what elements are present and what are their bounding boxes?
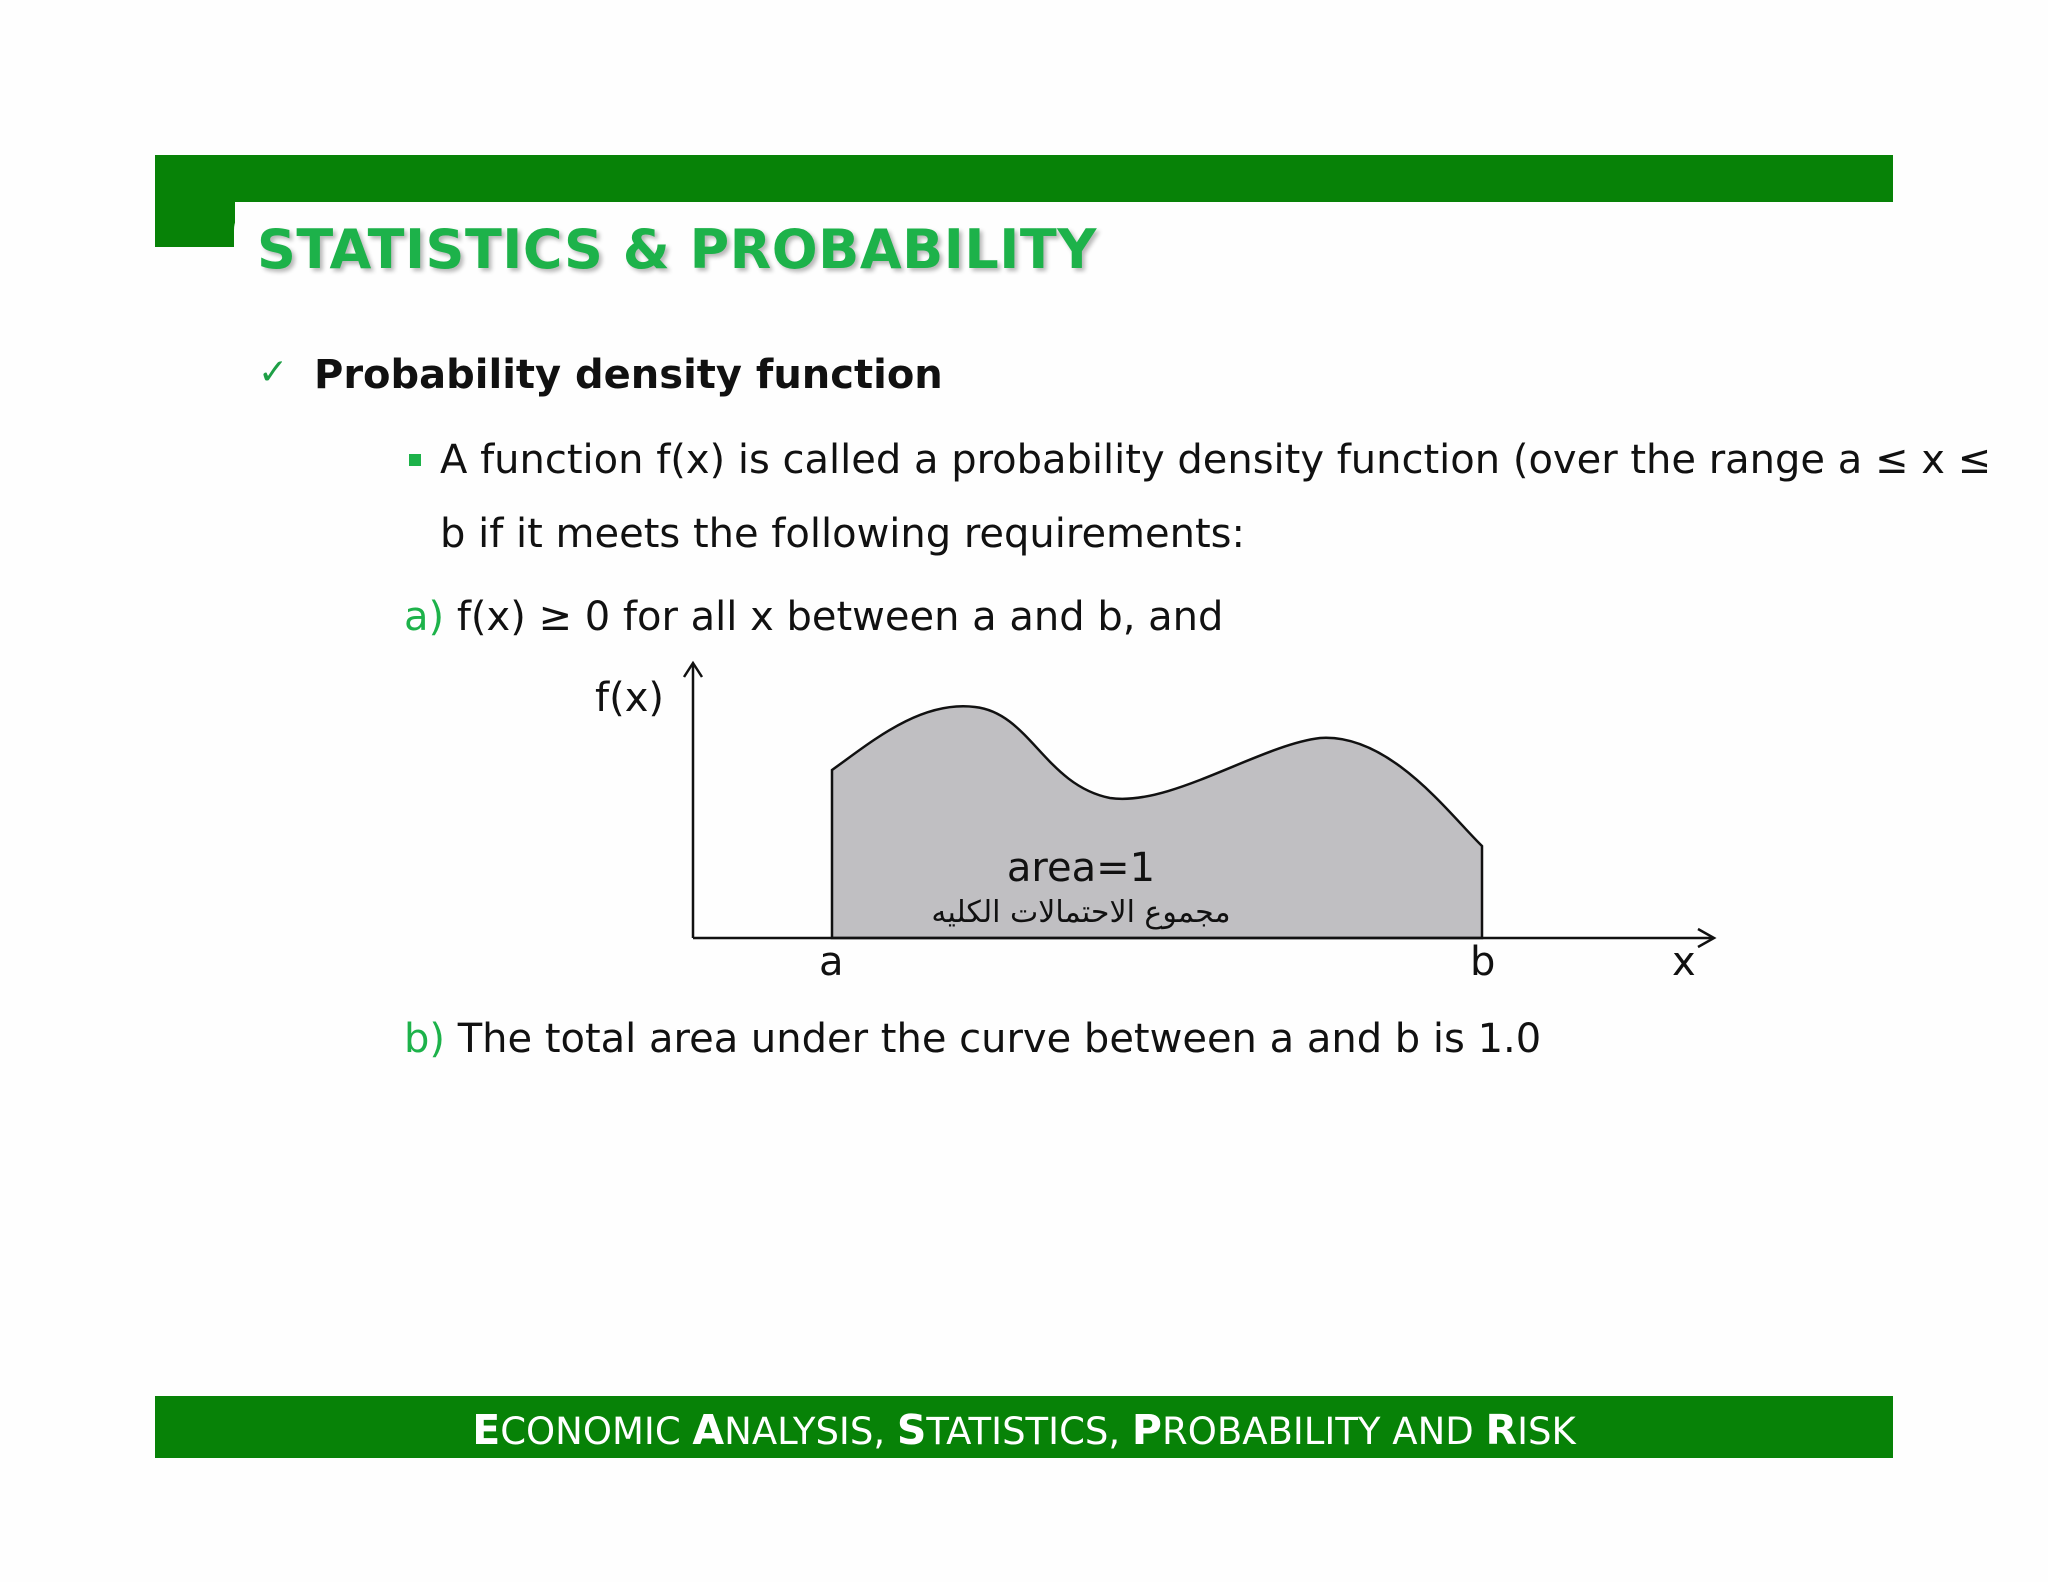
square-bullet-icon	[409, 454, 421, 466]
label-a: a	[819, 939, 844, 985]
requirement-a-marker: a)	[404, 594, 445, 640]
x-axis-label: x	[1672, 939, 1696, 985]
footer-rest: CONOMIC	[500, 1410, 693, 1453]
slide-title: STATISTICS & PROBABILITY	[257, 218, 1097, 281]
header-band	[155, 155, 1893, 202]
bullet-text-line-2: b if it meets the following requirements:	[440, 511, 1245, 557]
requirement-b-marker: b)	[404, 1016, 445, 1062]
footer-band	[155, 1396, 1893, 1458]
footer-rest: NALYSIS,	[724, 1410, 897, 1453]
footer-cap: A	[692, 1406, 725, 1454]
pdf-diagram	[580, 655, 1740, 995]
footer-title	[155, 1406, 1893, 1454]
bullet-text-line-1: A function f(x) is called a probability density function (over the range a ≤ x ≤	[440, 437, 1992, 483]
y-axis-label: f(x)	[595, 675, 664, 721]
footer-cap: S	[896, 1406, 927, 1454]
requirement-b	[404, 1016, 1541, 1062]
requirement-a	[404, 594, 1223, 640]
footer-rest: TATISTICS,	[926, 1410, 1132, 1453]
footer-cap: E	[472, 1406, 501, 1454]
section-heading: Probability density function	[314, 352, 943, 398]
requirement-b-text: The total area under the curve between a and b is 1.0	[457, 1016, 1542, 1062]
area-label-arabic: مجموع الاحتمالات الكليه	[931, 895, 1231, 930]
requirement-a-text: f(x) ≥ 0 for all x between a and b, and	[456, 594, 1224, 640]
footer-cap: R	[1485, 1406, 1518, 1454]
footer-rest: ROBABILITY AND	[1161, 1410, 1486, 1453]
checkmark-icon: ✓	[258, 352, 289, 393]
footer-cap: P	[1131, 1406, 1162, 1454]
label-b: b	[1470, 939, 1496, 985]
area-label: area=1	[1006, 845, 1156, 891]
footer-rest: ISK	[1517, 1410, 1576, 1453]
header-tab	[155, 155, 235, 247]
